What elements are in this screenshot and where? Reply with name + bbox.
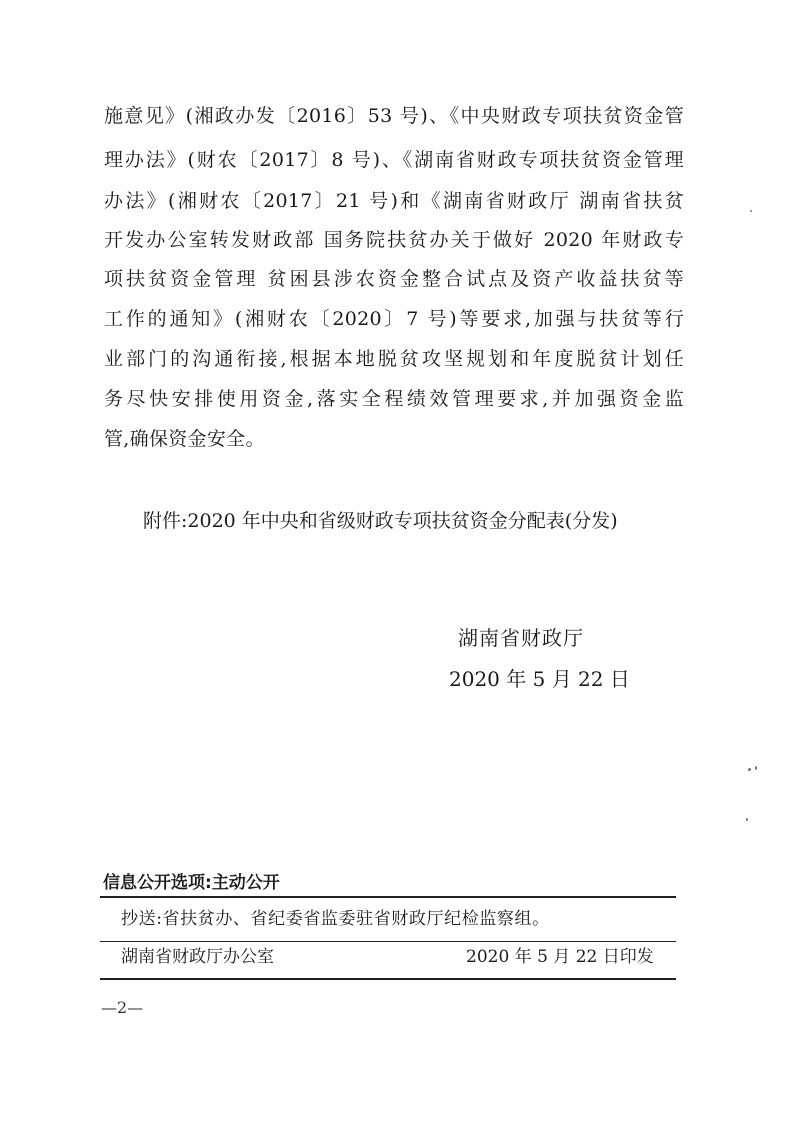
disclosure-label: 信息公开选项: — [103, 873, 212, 893]
body-line-8: 务尽快安排使用资金,落实全程绩效管理要求,并加强资金监 — [104, 388, 684, 410]
cc-line: 抄送:省扶贫办、省纪委省监委驻省财政厅纪检监察组。 — [121, 909, 550, 929]
scan-speck — [746, 818, 748, 821]
footer-top-rule — [100, 896, 676, 898]
page-number: —2— — [101, 998, 144, 1017]
body-line-3: 办法》(湘财农〔2017〕21 号)和《湖南省财政厅 湖南省扶贫 — [104, 190, 684, 212]
issuer-name: 湖南省财政厅 — [458, 626, 584, 650]
body-line-1: 施意见》(湘政办发〔2016〕53 号)、《中央财政专项扶贫资金管 — [104, 105, 684, 127]
disclosure-value: 主动公开 — [211, 873, 280, 893]
printed-date: 2020 年 5 月 22 日印发 — [466, 947, 654, 967]
body-line-4: 开发办公室转发财政部 国务院扶贫办关于做好 2020 年财政专 — [104, 229, 684, 251]
body-line-9: 管,确保资金安全。 — [104, 428, 265, 450]
scan-speck — [748, 768, 751, 771]
disclosure-option — [103, 872, 280, 894]
body-line-5: 项扶贫资金管理 贫困县涉农资金整合试点及资产收益扶贫等 — [104, 268, 684, 290]
body-line-2: 理办法》(财农〔2017〕8 号)、《湖南省财政专项扶贫资金管理 — [104, 149, 684, 171]
scan-speck — [750, 210, 752, 212]
footer-bottom-rule — [100, 978, 676, 980]
attachment-note: 附件:2020 年中央和省级财政专项扶贫资金分配表(分发) — [143, 510, 618, 532]
footer-middle-rule — [100, 941, 676, 942]
scan-speck — [755, 766, 757, 770]
body-line-7: 业部门的沟通衔接,根据本地脱贫攻坚规划和年度脱贫计划任 — [104, 348, 684, 370]
issuing-office: 湖南省财政厅办公室 — [121, 947, 274, 967]
issue-date: 2020 年 5 月 22 日 — [449, 667, 630, 691]
body-line-6: 工作的通知》(湘财农〔2020〕7 号)等要求,加强与扶贫等行 — [104, 308, 684, 330]
